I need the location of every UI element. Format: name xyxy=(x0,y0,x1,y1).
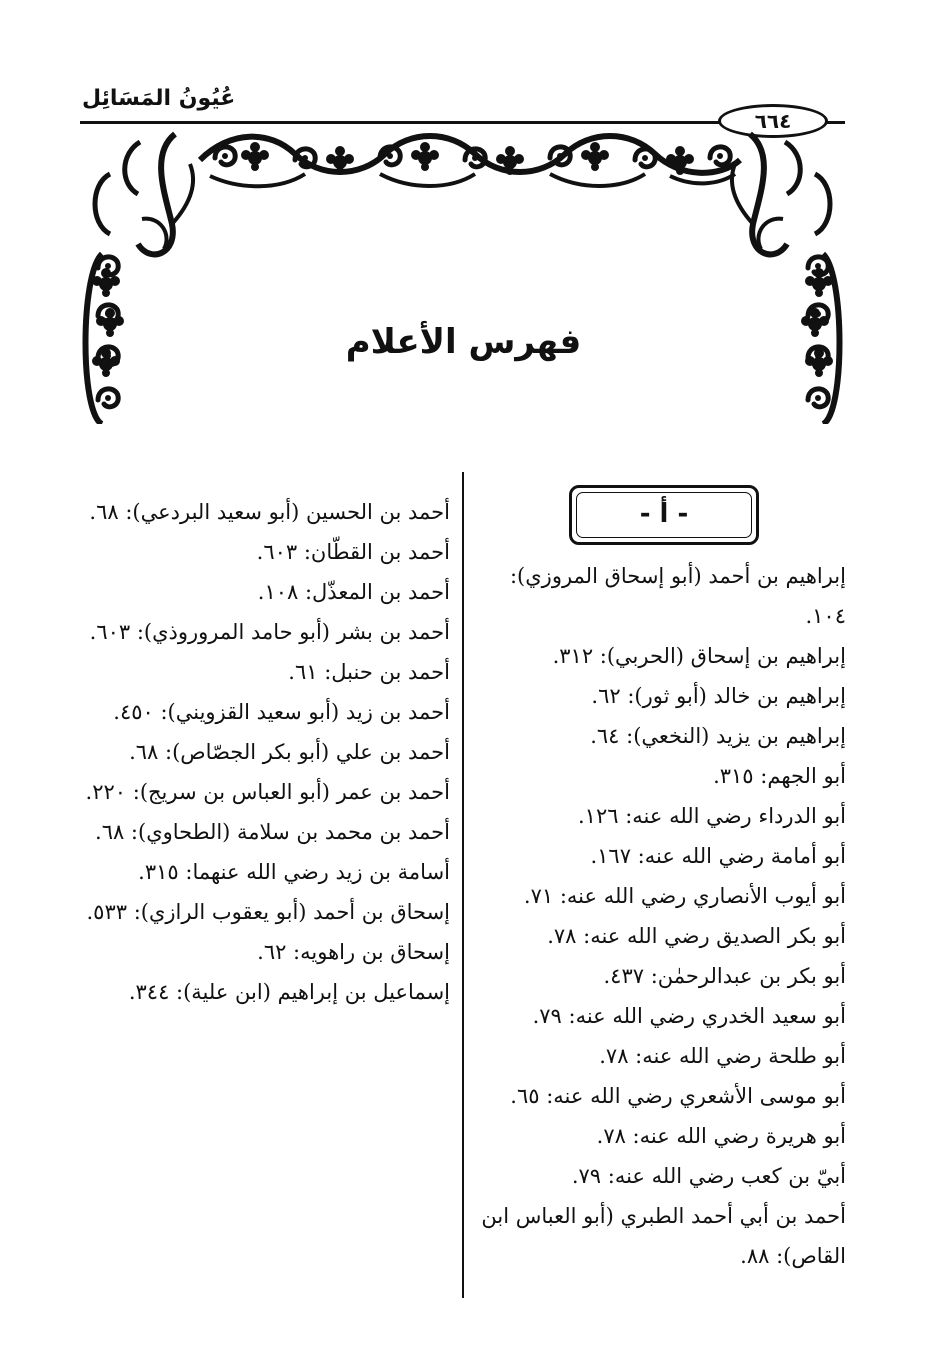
column-divider xyxy=(462,472,464,1298)
index-entry: أسامة بن زيد رضي الله عنهما: ٣١٥. xyxy=(138,860,450,884)
ornamental-frame xyxy=(80,124,845,424)
index-entry: أبو أمامة رضي الله عنه: ١٦٧. xyxy=(590,844,846,868)
running-header-title: عُيُونُ المَسَائِل xyxy=(82,86,236,111)
index-entry: أحمد بن القطّان: ٦٠٣. xyxy=(256,540,450,564)
index-entry: أحمد بن محمد بن سلامة (الطحاوي): ٦٨. xyxy=(95,820,450,844)
index-entry: أبو سعيد الخدري رضي الله عنه: ٧٩. xyxy=(532,1004,846,1028)
index-entry: إسحاق بن أحمد (أبو يعقوب الرازي): ٥٣٣. xyxy=(86,900,450,924)
page-number: ٦٦٤ xyxy=(718,104,828,138)
letter-heading-box xyxy=(569,485,759,545)
index-entry: أحمد بن أبي أحمد الطبري (أبو العباس ابن القاص): ٨٨. xyxy=(481,1204,846,1268)
index-entry: أحمد بن الحسين (أبو سعيد البردعي): ٦٨. xyxy=(89,500,450,524)
index-entry: أبو أيوب الأنصاري رضي الله عنه: ٧١. xyxy=(523,884,846,908)
index-entry: أبو بكر الصديق رضي الله عنه: ٧٨. xyxy=(547,924,846,948)
index-entry: أحمد بن زيد (أبو سعيد القزويني): ٤٥٠. xyxy=(113,700,450,724)
index-entry: أبو الجهم: ٣١٥. xyxy=(713,764,846,788)
index-entry: أبو طلحة رضي الله عنه: ٧٨. xyxy=(599,1044,846,1068)
index-entry: أبو بكر بن عبدالرحمٰن: ٤٣٧. xyxy=(603,964,846,988)
index-entry: إبراهيم بن أحمد (أبو إسحاق المروزي): ١٠٤. xyxy=(509,564,846,628)
index-entry: أحمد بن بشر (أبو حامد المروروذي): ٦٠٣. xyxy=(89,620,450,644)
index-entry: أحمد بن عمر (أبو العباس بن سريج): ٢٢٠. xyxy=(85,780,450,804)
index-entry: أبيّ بن كعب رضي الله عنه: ٧٩. xyxy=(571,1164,846,1188)
index-entry: إبراهيم بن إسحاق (الحربي): ٣١٢. xyxy=(552,644,846,668)
index-column-left xyxy=(80,492,450,1012)
index-column-right xyxy=(478,556,846,1276)
index-entry: أحمد بن علي (أبو بكر الجصّاص): ٦٨. xyxy=(129,740,450,764)
section-title: فهرس الأعلام xyxy=(345,322,582,362)
index-entry: إسماعيل بن إبراهيم (ابن علية): ٣٤٤. xyxy=(128,980,450,1004)
index-entry: أبو موسى الأشعري رضي الله عنه: ٦٥. xyxy=(510,1084,846,1108)
letter-heading: - أ - xyxy=(639,499,689,529)
index-entry: إبراهيم بن خالد (أبو ثور): ٦٢. xyxy=(591,684,846,708)
index-entry: أحمد بن حنبل: ٦١. xyxy=(288,660,450,684)
index-entry: إبراهيم بن يزيد (النخعي): ٦٤. xyxy=(590,724,846,748)
index-entry: إسحاق بن راهويه: ٦٢. xyxy=(257,940,450,964)
index-entry: أحمد بن المعذّل: ١٠٨. xyxy=(257,580,450,604)
index-entry: أبو هريرة رضي الله عنه: ٧٨. xyxy=(596,1124,846,1148)
index-entry: أبو الدرداء رضي الله عنه: ١٢٦. xyxy=(577,804,846,828)
